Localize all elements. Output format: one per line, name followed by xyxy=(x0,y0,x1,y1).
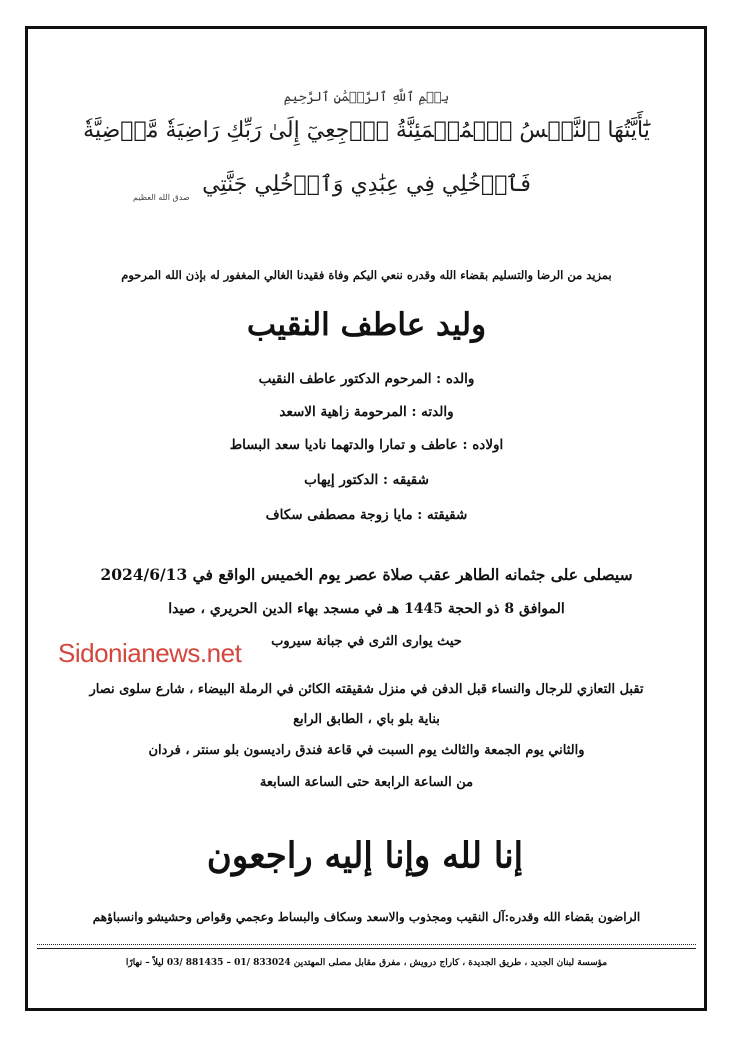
intro-text: بمزيد من الرضا والتسليم بقضاء الله وقدره ننعي اليكم وفاة فقيدنا الغالي المغفور له بإذن الله المرحوم xyxy=(121,268,612,282)
condolence-line-1: تقبل التعازي للرجال والنساء قبل الدفن في منزل شقيقته الكائن في الرملة البيضاء ، شارع سلوى نصار xyxy=(89,682,644,697)
sadaq-allah-note: صدق الله العظيم xyxy=(133,193,190,202)
basmala: بِسۡمِ ٱللَّهِ ٱلرَّحۡمَٰنِ ٱلرَّحِيمِ xyxy=(283,90,450,105)
quran-verse-line-1: يَٰٓأَيَّتُهَا ٱلنَّفۡسُ ٱلۡمُطۡمَئِنَّةُ ٱرۡجِعِيٓ إِلَىٰ رَبِّكِ رَاضِيَةٗ مَّرۡضِيَّةٗ xyxy=(83,118,650,143)
deceased-name: وليد عاطف النقيب xyxy=(246,307,487,343)
relative-father: والده : المرحوم الدكتور عاطف النقيب xyxy=(258,371,475,387)
relative-children: اولاده : عاطف و تمارا والدتهما ناديا سعد البساط xyxy=(229,437,504,453)
relative-brother: شقيقه : الدكتور إيهاب xyxy=(304,472,429,488)
footer-contact: مؤسسة لبنان الجديد ، طريق الجديدة ، كاراج درويش ، مفرق مقابل مصلى المهتدين 833024 /01 – 881435 /03 ليلاً – نهارًا xyxy=(125,958,608,968)
relative-mother: والدته : المرحومة زاهية الاسعد xyxy=(279,404,454,420)
burial-line: حيث يوارى الثرى في جبانة سيروب xyxy=(271,634,462,649)
calligraphy-inna-lillah xyxy=(200,836,530,896)
condolence-line-2: بناية بلو باي ، الطابق الرابع xyxy=(293,712,440,727)
condolence-line-3: والثاني يوم الجمعة والثالث يوم السبت في قاعة فندق راديسون بلو سنتر ، فردان xyxy=(148,743,585,758)
funeral-prayer-line-1: سيصلى على جثمانه الطاهر عقب صلاة عصر يوم الخميس الواقع في 2024/6/13 xyxy=(100,565,633,584)
funeral-prayer-line-2: الموافق 8 ذو الحجة 1445 هـ في مسجد بهاء الدين الحريري ، صيدا xyxy=(168,601,565,617)
relative-sister: شقيقته : مايا زوجة مصطفى سكاف xyxy=(265,507,468,523)
calligraphy-text: إنا لله وإنا إليه راجعون xyxy=(206,835,524,877)
mourners-line: الراضون بقضاء الله وقدره:آل النقيب ومجذوب والاسعد وسكاف والبساط وعجمي وقواص وحشيشو وانسباؤهم xyxy=(92,910,641,924)
divider-dotted xyxy=(37,944,696,945)
quran-verse-line-2: فَٱدۡخُلِي فِي عِبَٰدِي وَٱدۡخُلِي جَنَّتِي xyxy=(202,172,531,197)
divider-solid xyxy=(37,948,696,949)
condolence-line-4: من الساعة الرابعة حتى الساعة السابعة xyxy=(259,775,474,790)
watermark-logo: Sidonianews.net xyxy=(58,638,242,668)
